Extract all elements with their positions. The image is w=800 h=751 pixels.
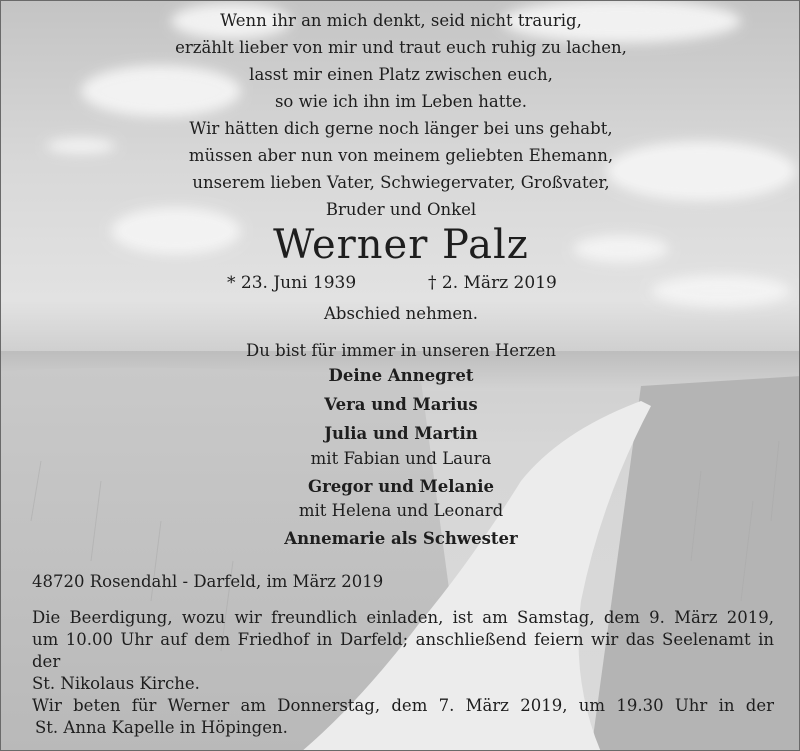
poem-line: Wir hätten dich gerne noch länger bei uns gehabt, [189,119,613,138]
birth-date: * 23. Juni 1939 [227,273,357,293]
heart-line: Du bist für immer in unseren Herzen [246,341,556,360]
family-member: Deine Annegret [328,366,474,385]
poem-line: müssen aber nun von meinem geliebten Ehemann, [188,146,614,165]
funeral-line: um 10.00 Uhr auf dem Friedhof in Darfeld; anschließend feiern wir das Seelenamt in der [32,630,774,671]
family-member: mit Helena und Leonard [298,501,504,520]
prayer-line: St. Anna Kapelle in Höpingen. [35,718,288,737]
poem-stanza-2 [1,115,800,223]
funeral-line: Die Beerdigung, wozu wir freundlich einladen, ist am Samstag, dem 9. März 2019, [32,608,774,627]
poem-line: unserem lieben Vater, Schwiegervater, Großvater, [192,173,610,192]
poem-line: so wie ich ihn im Leben hatte. [274,92,528,111]
family-member: Gregor und Melanie [307,477,495,496]
family-member: Annemarie als Schwester [284,529,518,548]
prayer-line: Wir beten für Werner am Donnerstag, dem 7. März 2019, um 19.30 Uhr in der [32,696,774,715]
death-date: † 2. März 2019 [428,273,557,293]
poem-line: lasst mir einen Platz zwischen euch, [249,65,553,84]
poem-line: erzählt lieber von mir und traut euch ruhig zu lachen, [175,38,627,57]
funeral-line: St. Nikolaus Kirche. [32,674,200,693]
family-member: Vera und Marius [324,395,478,414]
poem-line: Bruder und Onkel [325,200,477,219]
deceased-name: Werner Palz [273,222,529,268]
farewell-text: Abschied nehmen. [324,304,478,323]
funeral-paragraph [32,607,774,695]
poem-line: Wenn ihr an mich denkt, seid nicht traurig, [220,11,582,30]
family-member: Julia und Martin [324,424,478,443]
poem-stanza-1 [1,7,800,115]
place-date: 48720 Rosendahl - Darfeld, im März 2019 [32,572,384,591]
prayer-paragraph [32,695,774,739]
family-member: mit Fabian und Laura [310,449,492,468]
